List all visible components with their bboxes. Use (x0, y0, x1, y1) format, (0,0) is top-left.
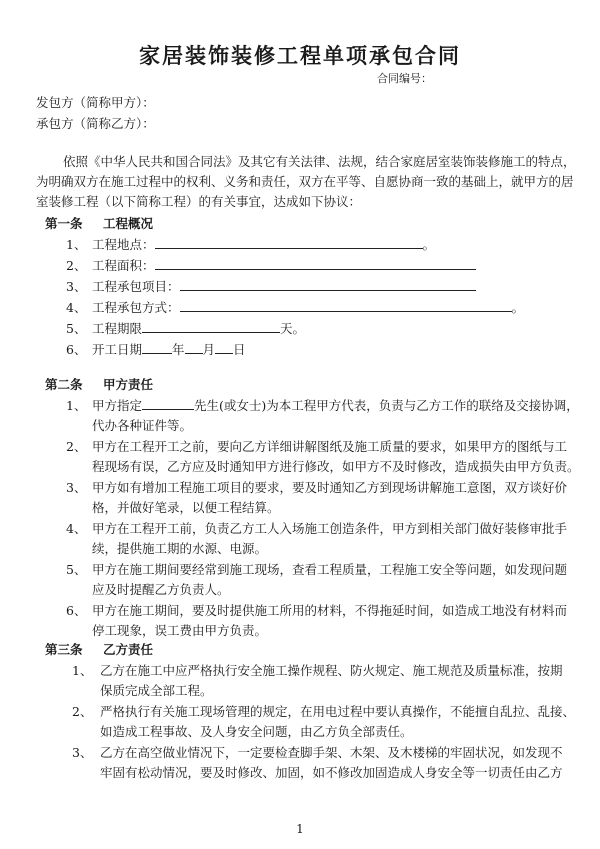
a2-item-6-line-1: 甲方在施工期间，要及时提供施工所用的材料，不得拖延时间，如造成工地没有材料而 (92, 603, 568, 618)
a1-item-2 (92, 256, 476, 274)
contract-number-label: 合同编号： (377, 72, 432, 85)
intro-line-3: 室装修工程（以下简称工程）的有关事宜，达成如下协议： (36, 194, 362, 209)
a1-item-1-label: 工程地点： (92, 237, 155, 252)
a1-item-5-number: 5、 (66, 321, 87, 336)
article-3-number: 第三条 (45, 642, 83, 657)
a1-item-3-label: 工程承包项目： (92, 279, 180, 294)
a2-item-4-line-1: 甲方在工程开工前，负责乙方工人入场施工创造条件，甲方到相关部门做好装修审批手 (92, 521, 568, 536)
a1-item-4 (92, 298, 524, 316)
article-1-title: 工程概况 (103, 216, 154, 231)
a2-item-1-number: 1、 (66, 398, 87, 413)
a3-item-3-number: 3、 (72, 745, 93, 760)
month-label: 月 (202, 342, 216, 357)
a1-item-3-number: 3、 (66, 279, 87, 294)
a2-item-3-line-2: 格，并做好笔录，以便工程结算。 (92, 500, 280, 515)
a2-item-1-line-1 (92, 396, 579, 414)
a3-item-1-line-2: 保质完成全部工程。 (100, 683, 213, 698)
document-title: 家居装饰装修工程单项承包合同 (139, 44, 461, 68)
a2-item-3-line-1: 甲方如有增加工程施工项目的要求，要及时通知乙方到现场讲解施工意图，双方谈好价 (92, 480, 568, 495)
start-date-label: 开工日期 (92, 342, 143, 357)
a2-item-5-line-2: 应及时提醒乙方负责人。 (92, 582, 230, 597)
fill-in-line (185, 340, 203, 354)
a2-item-1-text-b: 先生(或女士)为本工程甲方代表，负责与乙方工作的联络及交接协调， (194, 398, 579, 413)
fill-in-line (180, 298, 512, 312)
a3-item-2-line-1: 严格执行有关施工现场管理的规定，在用电过程中要认真操作，不能擅自乱拉、乱接、 (100, 704, 576, 719)
a2-item-6-line-2: 停工现象，误工费由甲方负责。 (92, 623, 268, 638)
a2-item-6-number: 6、 (66, 603, 87, 618)
a1-item-4-number: 4、 (66, 300, 87, 315)
a1-item-2-number: 2、 (66, 258, 87, 273)
a3-item-1-line-1: 乙方在施工中应严格执行安全施工操作规程、防火规定、施工规范及质量标准，按期 (100, 663, 563, 678)
fill-in-line (142, 396, 194, 410)
a2-item-4-line-2: 续，提供施工期的水源、电源。 (92, 541, 268, 556)
fill-in-line (155, 235, 423, 249)
a2-item-5-number: 5、 (66, 562, 87, 577)
a1-item-3 (92, 277, 476, 295)
a2-item-4-number: 4、 (66, 521, 87, 536)
a2-item-2-line-2: 程现场有误，乙方应及时通知甲方进行修改，如甲方不及时修改，造成损失由甲方负责。 (92, 459, 580, 474)
intro-line-1: 依照《中华人民共和国合同法》及其它有关法律、法规，结合家庭居室装饰装修施工的特点， (63, 154, 576, 169)
party-b-label: 承包方（简称乙方）： (36, 116, 155, 131)
a1-item-5 (92, 319, 305, 337)
a3-item-3-line-2: 牢固有松动情况，要及时修改、加固，如不修改加固造成人身安全等一切责任由乙方 (100, 765, 563, 780)
fill-in-line (142, 340, 172, 354)
a2-item-2-line-1: 甲方在工程开工之前，要向乙方详细讲解图纸及施工质量的要求，如果甲方的图纸与工 (92, 439, 568, 454)
a1-item-5-tail: 天。 (280, 321, 306, 336)
a2-item-5-line-1: 甲方在施工期间要经常到施工现场，查看工程质量，工程施工安全等问题，如发现问题 (92, 562, 568, 577)
a3-item-1-number: 1、 (72, 663, 93, 678)
fill-in-line (155, 256, 476, 270)
article-2-number: 第二条 (45, 377, 83, 392)
a3-item-2-number: 2、 (72, 704, 93, 719)
a1-item-1-tail: 。 (422, 237, 436, 252)
article-2-title: 甲方责任 (103, 377, 154, 392)
year-label: 年 (172, 342, 185, 357)
day-label: 日 (233, 342, 246, 357)
a1-item-4-label: 工程承包方式： (92, 300, 180, 315)
a1-item-1-number: 1、 (66, 237, 87, 252)
a2-item-1-line-2: 代办各种证件等。 (92, 418, 193, 433)
a3-item-3-line-1: 乙方在高空做业情况下，一定要检查脚手架、木架、及木楼梯的牢固状况，如发现不 (100, 745, 563, 760)
a1-item-4-tail: 。 (511, 300, 525, 315)
a1-item-6-number: 6、 (66, 342, 87, 357)
a1-item-5-label: 工程期限 (92, 321, 143, 336)
a3-item-2-line-2: 如造成工程事故、及人身安全问题，由乙方负全部责任。 (100, 724, 413, 739)
intro-line-2: 为明确双方在施工过程中的权利、义务和责任，双方在平等、自愿协商一致的基础上，就甲方的居 (36, 174, 574, 189)
a1-item-1 (92, 235, 435, 253)
page-number: 1 (296, 822, 304, 836)
a2-item-1-text-a: 甲方指定 (92, 398, 143, 413)
fill-in-line (215, 340, 233, 354)
fill-in-line (180, 277, 476, 291)
a1-item-6 (92, 340, 246, 358)
fill-in-line (142, 319, 280, 333)
article-1-number: 第一条 (45, 216, 83, 231)
a1-item-2-label: 工程面积： (92, 258, 155, 273)
a2-item-2-number: 2、 (66, 439, 87, 454)
party-a-label: 发包方（简称甲方）： (36, 95, 155, 110)
article-3-title: 乙方责任 (103, 642, 154, 657)
a2-item-3-number: 3、 (66, 480, 87, 495)
